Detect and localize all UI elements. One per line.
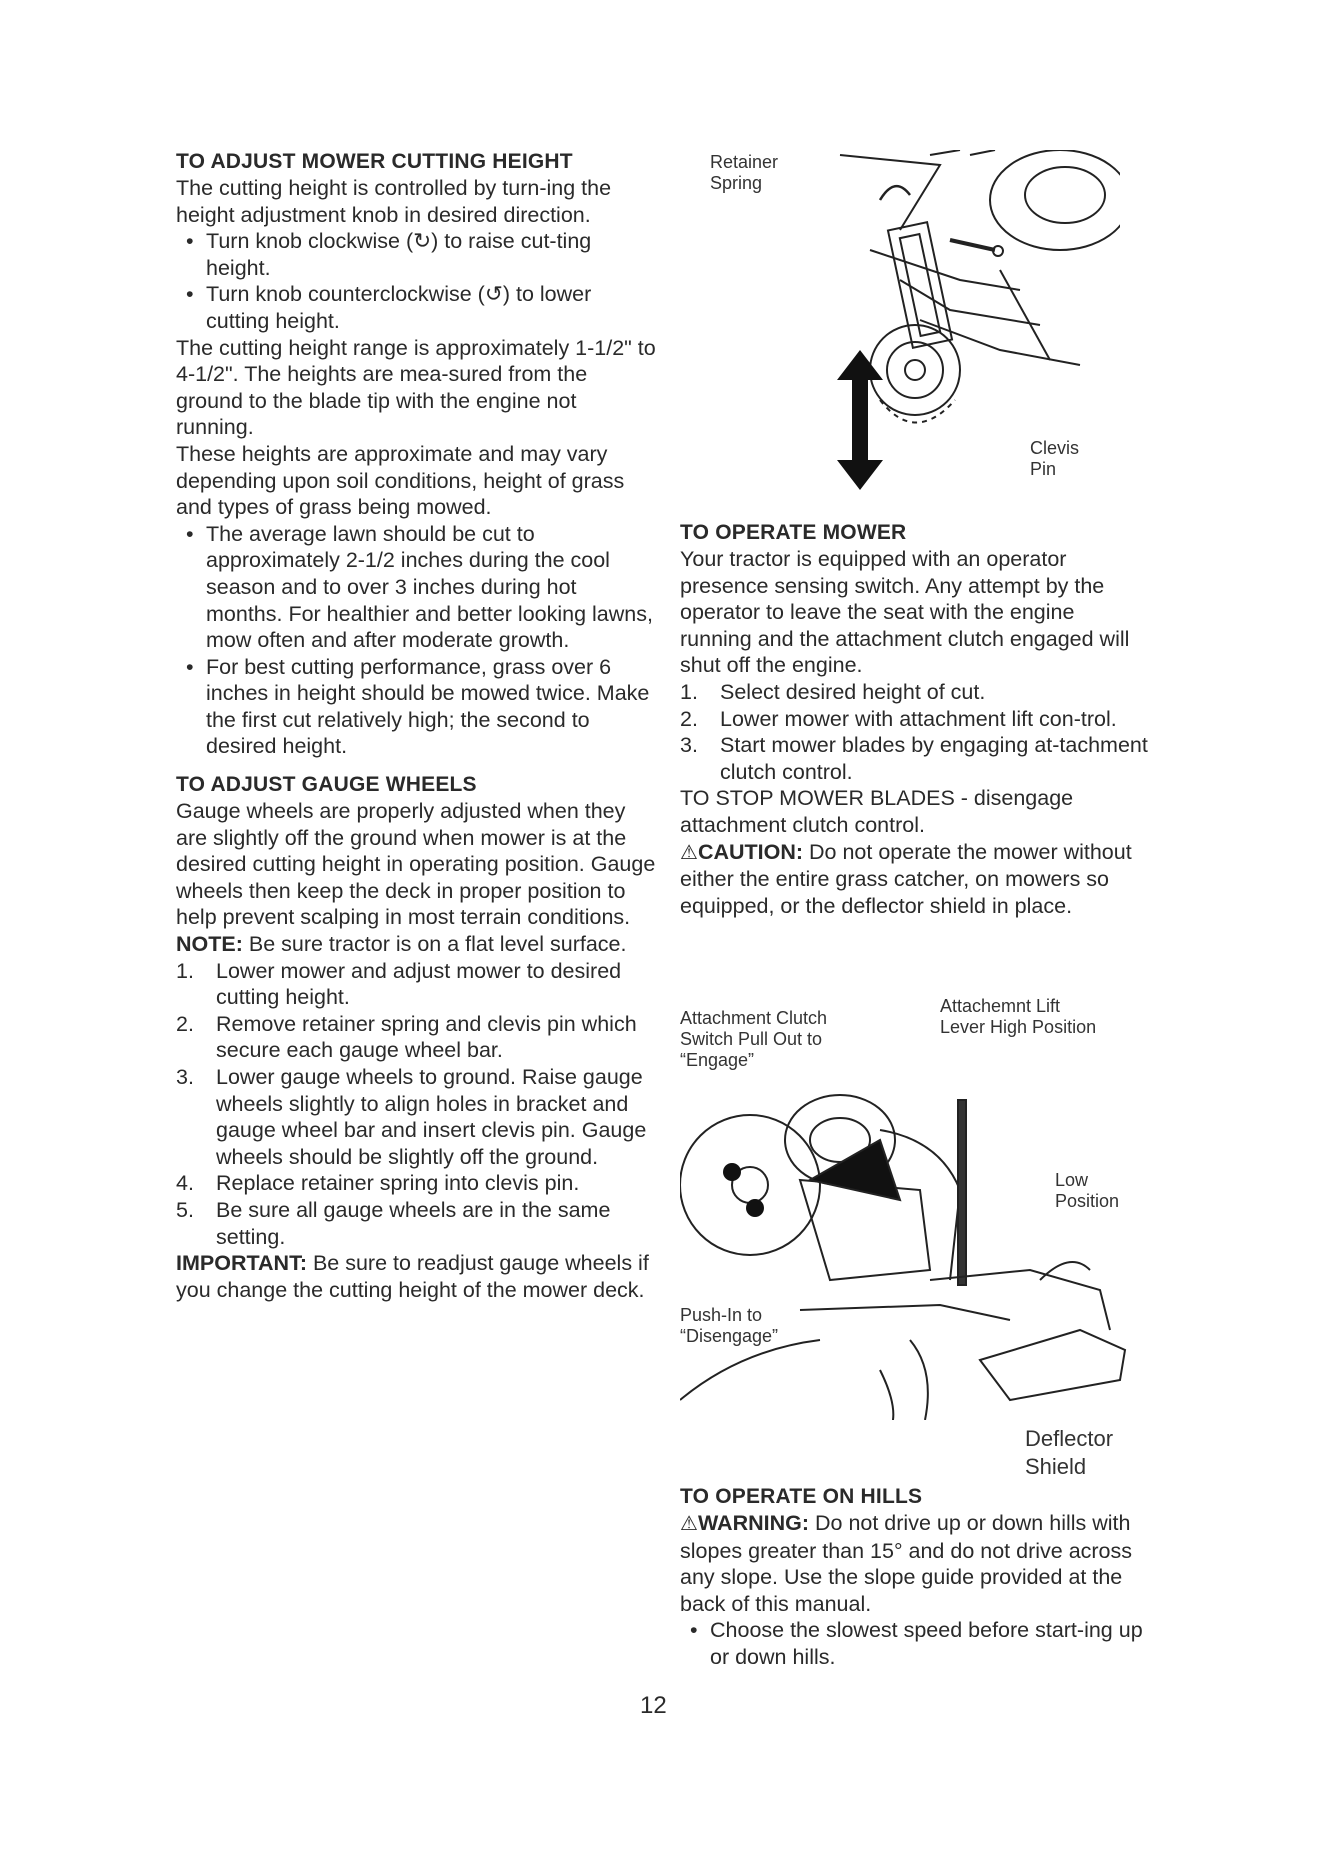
step-item: 2. Lower mower with attachment lift con-trol. bbox=[680, 706, 1117, 731]
paragraph: TO STOP MOWER BLADES - disengage attachment clutch control. bbox=[680, 786, 1074, 837]
bullet-item: • Turn knob counterclockwise (↺) to lower cutting height. bbox=[176, 281, 656, 334]
heading-adjust-gauge-wheels: TO ADJUST GAUGE WHEELS bbox=[176, 773, 477, 797]
bullet-item: • Choose the slowest speed before start-ing up or down hills. bbox=[680, 1617, 1150, 1670]
important-label: IMPORTANT: bbox=[176, 1251, 307, 1276]
step-item: 1. Select desired height of cut. bbox=[680, 679, 986, 704]
right-column-top bbox=[680, 520, 1150, 919]
important-paragraph bbox=[176, 1250, 656, 1303]
left-column bbox=[176, 149, 656, 1303]
important-text: Be sure to readjust gauge wheels if you change the cutting height of the mower deck. bbox=[176, 1251, 649, 1302]
step-item: 5. Be sure all gauge wheels are in the same setting. bbox=[176, 1197, 611, 1249]
heading-operate-on-hills: TO OPERATE ON HILLS bbox=[680, 1485, 923, 1508]
label-push-in-disengage: Push-In to “Disengage” bbox=[680, 1305, 779, 1346]
bullet-item: • For best cutting performance, grass over 6 inches in height should be mowed twice. Make the first cut relatively high; the second to desired height. bbox=[176, 654, 656, 760]
note-label: NOTE: bbox=[176, 932, 243, 957]
paragraph: Your tractor is equipped with an operator presence sensing switch. Any attempt by the operator to leave the seat with the engine running and the attachment clutch engaged will shut off the engine. bbox=[680, 547, 1130, 678]
paragraph: Gauge wheels are properly adjusted when they are slightly off the ground when mower is at the desired cutting height in operating position. Gauge wheels then keep the deck in proper position to help prevent scalping in most terrain conditions. bbox=[176, 799, 656, 930]
label-attachment-clutch: Attachment Clutch Switch Pull Out to “Engage” bbox=[680, 1008, 828, 1070]
note-paragraph bbox=[176, 931, 656, 958]
paragraph: The cutting height is controlled by turn-ing the height adjustment knob in desired direction. bbox=[176, 176, 612, 227]
heading-operate-mower: TO OPERATE MOWER bbox=[680, 521, 907, 544]
step-item: 3. Start mower blades by engaging at-tachment clutch control. bbox=[680, 733, 1148, 784]
paragraph: These heights are approximate and may vary depending upon soil conditions, height of grass and types of grass being mowed. bbox=[176, 441, 625, 520]
step-item: 3. Lower gauge wheels to ground. Raise gauge wheels slightly to align holes in bracket and gauge wheel bar and insert clevis pin. Gauge wheels should be slightly off the ground. bbox=[176, 1065, 647, 1169]
caution-paragraph bbox=[680, 839, 1150, 920]
warning-triangle-icon: ⚠ bbox=[680, 841, 698, 864]
caution-label: CAUTION: bbox=[697, 839, 804, 864]
step-item: 2. Remove retainer spring and clevis pin which secure each gauge wheel bar. bbox=[176, 1011, 637, 1063]
page-number: 12 bbox=[640, 1692, 667, 1719]
warning-text: Do not drive up or down hills with slopes greater than 15° and do not drive across any slope. Use the slope guide provided at the back of this manual. bbox=[680, 1511, 1133, 1616]
step-item: 1. Lower mower and adjust mower to desired cutting height. bbox=[176, 958, 622, 1010]
note-text: Be sure tractor is on a flat level surface. bbox=[242, 932, 627, 957]
label-deflector-shield: Deflector Shield bbox=[1025, 1426, 1114, 1479]
bullet-item: • The average lawn should be cut to approximately 2-1/2 inches during the cool season and to over 3 inches during hot months. For healthier and better looking lawns, mow often and after moderate growth. bbox=[176, 521, 656, 654]
up-down-arrow-icon bbox=[835, 350, 885, 490]
label-attachment-lift: Attachemnt Lift Lever High Position bbox=[940, 996, 1097, 1037]
tractor-illustration bbox=[680, 1080, 1140, 1420]
label-low-position: Low Position bbox=[1055, 1170, 1120, 1211]
warning-triangle-icon: ⚠ bbox=[680, 1513, 698, 1535]
warning-paragraph bbox=[680, 1510, 1150, 1617]
bullet-item: • Turn knob clockwise (↻) to raise cut-ting height. bbox=[176, 228, 656, 281]
label-clevis-pin: Clevis Pin bbox=[1030, 438, 1080, 479]
step-item: 4. Replace retainer spring into clevis pin. bbox=[176, 1171, 580, 1196]
heading-adjust-cutting-height: TO ADJUST MOWER CUTTING HEIGHT bbox=[176, 150, 573, 173]
label-retainer-spring: Retainer Spring bbox=[710, 152, 779, 193]
paragraph: The cutting height range is approximately 1-1/2" to 4-1/2". The heights are mea-sured from the ground to the blade tip with the engine not running. bbox=[176, 335, 656, 440]
right-column-bottom bbox=[680, 1484, 1150, 1671]
caution-text: Do not operate the mower without either the entire grass catcher, on mowers so equipped, or the deflector shield in place. bbox=[680, 839, 1132, 918]
warning-label: WARNING: bbox=[697, 1511, 810, 1535]
